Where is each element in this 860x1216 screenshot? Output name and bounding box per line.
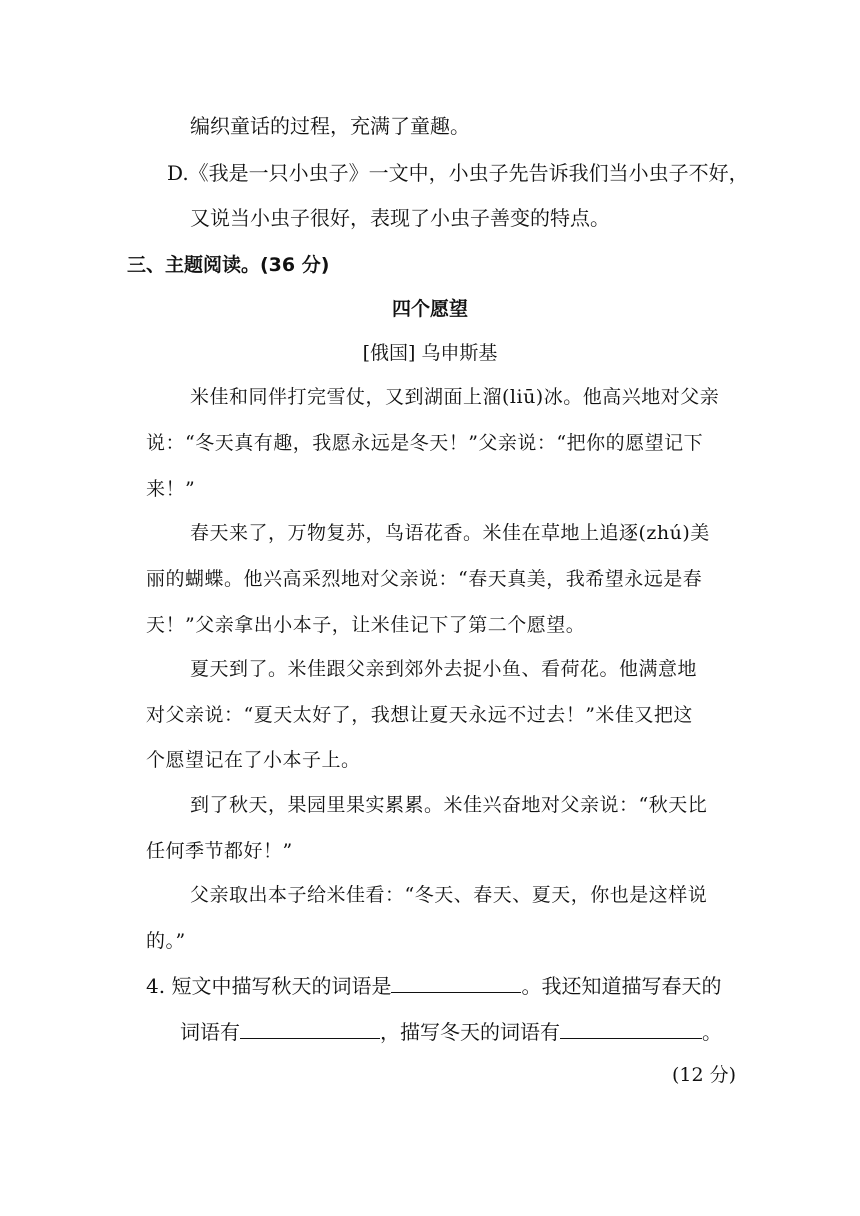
option-d-line1: D.《我是一只小虫子》一文中，小虫子先告诉我们当小虫子不好， (167, 161, 749, 185)
question4-text: ，描写冬天的词语有 (380, 1020, 560, 1044)
passage-line: 说：“冬天真有趣，我愿永远是冬天！”父亲说：“把你的愿望记下 (146, 432, 704, 454)
passage-line: 春天来了，万物复苏，鸟语花香。米佳在草地上追逐(zhú)美 (190, 522, 710, 544)
question4-text: 词语有 (180, 1020, 240, 1044)
question4-text: 。我还知道描写春天的 (521, 974, 722, 998)
passage-line: 夏天到了。米佳跟父亲到郊外去捉小鱼、看荷花。他满意地 (190, 658, 698, 680)
passage-line: 米佳和同伴打完雪仗，又到湖面上溜(liū)冰。他高兴地对父亲 (190, 386, 720, 408)
passage-line: 天！”父亲拿出小本子，让米佳记下了第二个愿望。 (146, 614, 586, 636)
answer-blank-spring[interactable] (240, 1018, 380, 1039)
passage-line: 丽的蝴蝶。他兴高采烈地对父亲说：“春天真美，我希望永远是春 (146, 568, 703, 590)
question4-score: (12 分) (671, 1064, 736, 1086)
passage-line: 对父亲说：“夏天太好了，我想让夏天永远不过去！”米佳又把这 (146, 704, 693, 726)
passage-author: [俄国] 乌申斯基 (362, 342, 498, 364)
question4-line1 (146, 972, 721, 999)
section3-heading: 三、主题阅读。(36 分) (127, 254, 330, 276)
option-d-line2: 又说当小虫子很好，表现了小虫子善变的特点。 (190, 206, 610, 230)
passage-line: 任何季节都好！” (146, 840, 293, 862)
answer-blank-autumn[interactable] (391, 972, 521, 993)
question4-line2 (180, 1018, 722, 1045)
passage-line: 来！” (146, 478, 196, 500)
option-c-continuation: 编织童话的过程，充满了童趣。 (190, 114, 470, 138)
question4-text: 4. 短文中描写秋天的词语是 (146, 974, 392, 998)
question4-text: 。 (702, 1020, 722, 1044)
passage-line: 到了秋天，果园里果实累累。米佳兴奋地对父亲说：“秋天比 (190, 794, 708, 816)
answer-blank-winter[interactable] (560, 1018, 702, 1039)
passage-line: 父亲取出本子给米佳看：“冬天、春天、夏天，你也是这样说 (190, 884, 708, 906)
passage-line: 的。” (146, 930, 186, 952)
passage-title: 四个愿望 (391, 298, 468, 320)
passage-line: 个愿望记在了小本子上。 (146, 749, 361, 771)
